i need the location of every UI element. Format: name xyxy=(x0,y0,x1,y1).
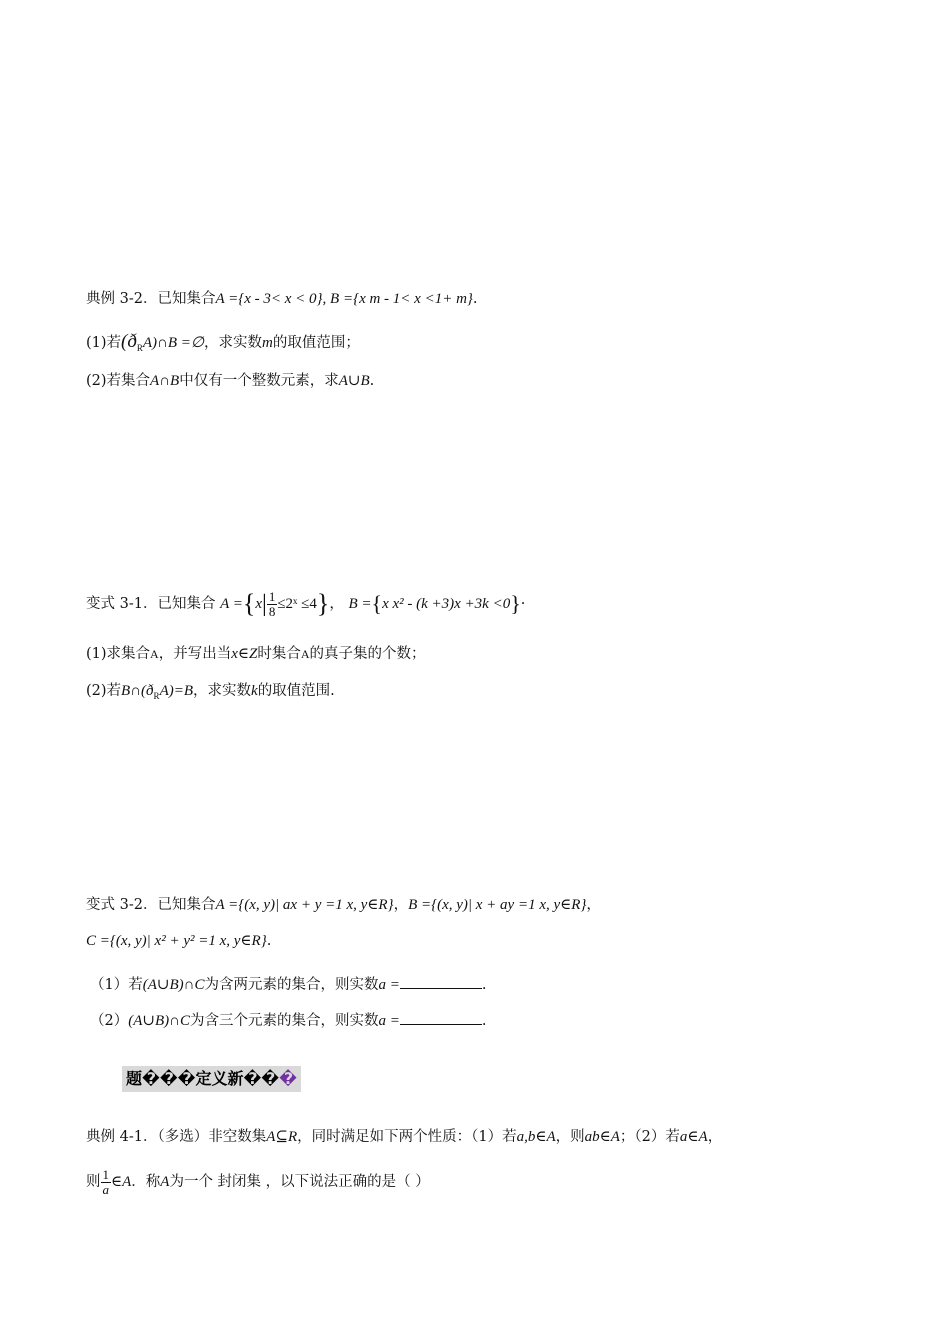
condition-1: a,b∈A xyxy=(516,1129,556,1145)
complement-sub: R xyxy=(153,690,160,701)
separator-2: ， xyxy=(586,897,601,913)
variant-3-1-end: · xyxy=(520,596,526,612)
set-a-condition: ≤2ˣ ≤4 xyxy=(277,596,317,612)
set-a-label-2: A xyxy=(300,647,310,661)
q2-expr: (A∪B)∩C xyxy=(128,1013,190,1029)
set-b-prefix: B = xyxy=(348,596,372,612)
in-a-expr: ∈A xyxy=(111,1174,132,1190)
set-a-expr: A ={(x, y)| ax + y =1 x, y∈R} xyxy=(215,897,394,913)
answer-blank-2[interactable] xyxy=(400,1010,482,1025)
fraction-num: 1 xyxy=(102,1166,109,1182)
right-brace-b: } xyxy=(510,591,521,616)
example-3-2-question-2 xyxy=(86,370,374,392)
set-b-expr: B ={(x, y)| x + ay =1 x, y∈R} xyxy=(408,897,587,913)
variant-3-2-question-2 xyxy=(90,1010,486,1032)
var-k: k xyxy=(251,683,258,699)
complement-expr: B∩(ð xyxy=(121,683,154,699)
example-4-1-line-2 xyxy=(86,1164,430,1200)
variant-3-1-statement xyxy=(86,586,525,622)
example-3-2-statement xyxy=(86,288,478,310)
section-mark: � xyxy=(279,1069,297,1088)
result-1: ab∈A xyxy=(584,1129,620,1145)
q1-expr: (A∪B)∩C xyxy=(142,977,205,993)
example-3-2-lead: 典例 3-2．已知集合 xyxy=(86,291,216,307)
example-3-2-end: . xyxy=(472,291,478,307)
fraction-den: a xyxy=(102,1181,109,1197)
q2-tail: . xyxy=(369,373,375,389)
fraction-den: 8 xyxy=(268,603,276,619)
separator-1: ， xyxy=(393,897,409,913)
set-c-end: . xyxy=(266,933,272,949)
right-brace: } xyxy=(316,589,330,618)
q1-text: ，求实数 xyxy=(203,335,262,351)
set-a-prefix: A = xyxy=(220,596,243,612)
condition-2: a∈A xyxy=(679,1129,708,1145)
q1-text: 为含两元素的集合，则实数 xyxy=(204,977,379,993)
q1-prefix: (1)求集合 xyxy=(86,646,151,662)
variant-3-2-lead: 变式 3-2．已知集合 xyxy=(86,897,216,913)
text-1: ，同时满足如下两个性质：（1）若 xyxy=(297,1129,517,1145)
q2-var: a = xyxy=(378,1013,400,1029)
separator: ， xyxy=(329,596,344,612)
vertical-bar: | xyxy=(262,591,267,617)
left-brace-b: { xyxy=(371,591,383,616)
variant-3-1-lead: 变式 3-1．已知集合 xyxy=(86,596,216,612)
left-brace: { xyxy=(242,589,256,618)
set-a-italic: A xyxy=(160,1174,170,1190)
complement-sub: R xyxy=(136,342,143,353)
line-2-prefix: 则 xyxy=(86,1174,101,1190)
complement-expr-2: A)∩B =∅ xyxy=(142,335,204,351)
line-2-text-2: 为一个 封闭集 ，以下说法正确的是（ ） xyxy=(169,1174,430,1190)
q1-prefix: (1)若 xyxy=(86,335,122,351)
section-heading xyxy=(122,1066,301,1092)
intersection-expr: A∩B xyxy=(150,373,180,389)
q1-tail: 的真子集的个数； xyxy=(309,646,426,662)
variant-3-2-question-1 xyxy=(90,974,486,996)
union-expr: A∪B xyxy=(338,373,370,389)
complement-expr-2: A)=B xyxy=(159,683,194,699)
text-4: ， xyxy=(707,1129,723,1145)
q1-text-2: 时集合 xyxy=(257,646,301,662)
section-title: 题���定义新�� xyxy=(126,1069,280,1088)
fraction-num: 1 xyxy=(268,588,276,604)
example-4-1-line-1 xyxy=(86,1126,722,1148)
q2-text: 中仅有一个整数元素，求 xyxy=(179,373,339,389)
set-a-label: A xyxy=(150,647,159,661)
q2-tail: . xyxy=(481,1013,487,1029)
q2-prefix: （2） xyxy=(90,1013,129,1029)
set-b-condition: x x² - (k +3)x +3k <0 xyxy=(382,596,511,612)
line-2-text: ．称 xyxy=(131,1174,161,1190)
example-3-2-sets: A ={x - 3< x < 0}, B ={x m - 1< x <1+ m} xyxy=(215,291,473,307)
answer-blank-1[interactable] xyxy=(400,974,482,989)
q1-var: a = xyxy=(378,977,400,993)
q1-tail: 的取值范围； xyxy=(272,335,360,351)
q2-text: 为含三个元素的集合，则实数 xyxy=(189,1013,379,1029)
q2-prefix: (2)若 xyxy=(86,683,122,699)
fraction-one-eighth xyxy=(267,590,278,619)
text-3: ；（2）若 xyxy=(619,1129,680,1145)
fraction-one-over-a xyxy=(101,1168,112,1197)
text-2: ，则 xyxy=(555,1129,585,1145)
example-3-2-question-1 xyxy=(86,331,360,359)
set-subset-r: A⊆R xyxy=(266,1129,298,1145)
var-m: m xyxy=(261,335,273,351)
q2-prefix: (2)若集合 xyxy=(86,373,151,389)
example-4-1-lead: 典例 4-1．（多选）非空数集 xyxy=(86,1129,267,1145)
set-c-expr: C ={(x, y)| x² + y² =1 x, y∈R} xyxy=(86,933,267,949)
q1-prefix: （1）若 xyxy=(90,977,143,993)
variant-3-1-question-2 xyxy=(86,680,335,707)
x-in-z: x∈Z xyxy=(231,646,258,662)
set-a-var: x xyxy=(255,596,262,612)
q1-tail: . xyxy=(481,977,487,993)
q2-tail: 的取值范围. xyxy=(257,683,335,699)
variant-3-2-set-c xyxy=(86,930,271,952)
q1-text: ，并写出当 xyxy=(158,646,232,662)
complement-expr: (ð xyxy=(121,331,137,352)
variant-3-2-statement xyxy=(86,894,601,916)
q2-text: ，求实数 xyxy=(193,683,252,699)
variant-3-1-question-1 xyxy=(86,643,426,665)
